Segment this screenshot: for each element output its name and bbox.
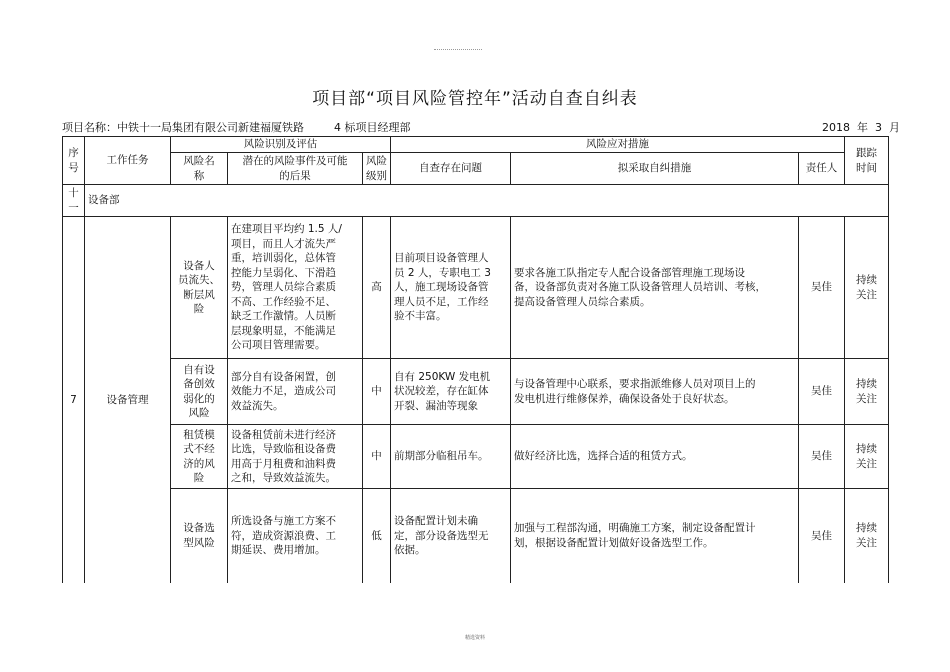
table-row <box>63 359 889 425</box>
risk-name: 设备选 型风险 <box>171 489 228 583</box>
section-seq: 十 一 <box>63 185 85 217</box>
risk-name: 租赁模 式不经 济的风 险 <box>171 425 228 489</box>
section-row <box>63 185 889 217</box>
owner: 吴佳 <box>799 425 845 489</box>
owner: 吴佳 <box>799 217 845 359</box>
risk-event: 所选设备与施工方案不 符，造成资源浪费、工 期延误、费用增加。 <box>228 489 363 583</box>
col-risk-level-header: 风险 级别 <box>363 153 391 185</box>
risk-name: 自有设 备创效 弱化的 风险 <box>171 359 228 425</box>
table-row <box>63 217 889 359</box>
header-row-2 <box>63 153 889 185</box>
follow-up: 持续 关注 <box>845 489 889 583</box>
table-row <box>63 425 889 489</box>
section-name: 设备部 <box>85 185 889 217</box>
risk-table <box>62 136 889 583</box>
header-rule <box>434 49 482 50</box>
follow-up: 持续 关注 <box>845 217 889 359</box>
project-info <box>62 119 411 135</box>
project-name: 中铁十一局集团有限公司新建福厦铁路 <box>117 121 304 134</box>
risk-identify-header: 风险识别及评估 <box>171 137 391 153</box>
report-date: 2018 年 3 月 <box>822 121 900 134</box>
follow-up: 持续 关注 <box>845 425 889 489</box>
self-check-issue: 目前项目设备管理人 员 2 人，专职电工 3 人，施工现场设备管 理人员不足，工作经 验不丰富。 <box>391 217 511 359</box>
col-owner-header: 责任人 <box>799 153 845 185</box>
col-follow-header: 跟踪 时间 <box>845 137 889 185</box>
col-seq-header: 序 号 <box>63 137 85 185</box>
corrective-measure: 做好经济比选，选择合适的租赁方式。 <box>511 425 799 489</box>
risk-level: 中 <box>363 359 391 425</box>
table-row <box>63 489 889 583</box>
project-label: 项目名称： <box>62 121 117 134</box>
header-row-1 <box>63 137 889 153</box>
corrective-measure: 与设备管理中心联系，要求指派维修人员对项目上的 发电机进行维修保养，确保设备处于良好状态。 <box>511 359 799 425</box>
risk-response-header: 风险应对措施 <box>391 137 845 153</box>
risk-event: 在建项目平均约 1.5 人/ 项目，而且人才流失严 重，培训弱化，总体管 控能力呈弱化、下滑趋 势，管理人员综合素质 不高、工作经验不足、 缺乏工作激情。人员断 层现象明显，不能满足 公司项目管理需要。 <box>228 217 363 359</box>
self-check-issue: 自有 250KW 发电机 状况较差，存在缸体 开裂、漏油等现象 <box>391 359 511 425</box>
corrective-measure: 加强与工程部沟通，明确施工方案，制定设备配置计 划，根据设备配置计划做好设备选型工作。 <box>511 489 799 583</box>
col-self-check-header: 自查存在问题 <box>391 153 511 185</box>
project-section: 4 标项目经理部 <box>334 121 411 134</box>
group-seq: 7 <box>63 217 85 583</box>
risk-level: 低 <box>363 489 391 583</box>
risk-name: 设备人 员流失、 断层风 险 <box>171 217 228 359</box>
risk-event: 设备租赁前未进行经济 比选，导致临租设备费 用高于月租费和油料费 之和，导致效益流失。 <box>228 425 363 489</box>
col-measures-header: 拟采取自纠措施 <box>511 153 799 185</box>
self-check-issue: 设备配置计划未确 定，部分设备选型无 依据。 <box>391 489 511 583</box>
risk-level: 高 <box>363 217 391 359</box>
group-task: 设备管理 <box>85 217 171 583</box>
risk-event: 部分自有设备闲置，创 效能力不足，造成公司 效益流失。 <box>228 359 363 425</box>
follow-up: 持续 关注 <box>845 359 889 425</box>
corrective-measure: 要求各施工队指定专人配合设备部管理施工现场设 备，设备部负责对各施工队设备管理人员培训、考核， 提高设备管理人员综合素质。 <box>511 217 799 359</box>
owner: 吴佳 <box>799 359 845 425</box>
page-title: 项目部“项目风险管控年”活动自查自纠表 <box>312 89 638 109</box>
risk-level: 中 <box>363 425 391 489</box>
self-check-issue: 前期部分临租吊车。 <box>391 425 511 489</box>
footer-note: 精选资料 <box>464 635 485 641</box>
owner: 吴佳 <box>799 489 845 583</box>
col-risk-name-header: 风险名 称 <box>171 153 228 185</box>
col-risk-event-header: 潜在的风险事件及可能 的后果 <box>228 153 363 185</box>
col-task-header: 工作任务 <box>85 137 171 185</box>
